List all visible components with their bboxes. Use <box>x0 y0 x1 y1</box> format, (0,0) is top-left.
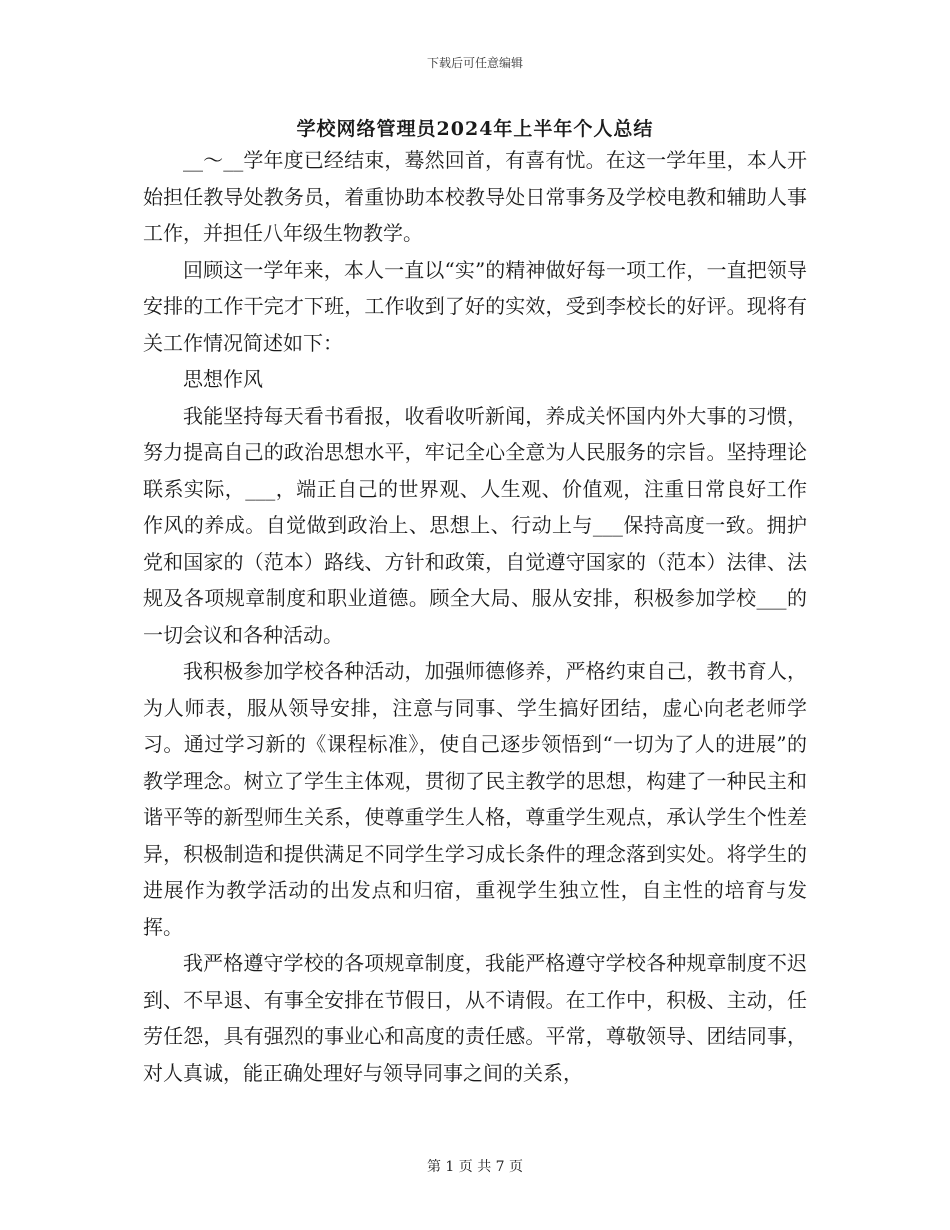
paragraph: 我严格遵守学校的各项规章制度，我能严格遵守学校各种规章制度不迟到、不早退、有事全安排在节假日，从不请假。在工作中，积极、主动，任劳任怨，具有强烈的事业心和高度的责任感。平常，尊敬领导、团结同事，对人真诚，能正确处理好与领导同事之间的关系， <box>143 951 807 1085</box>
page-footer: 第 1 页 共 7 页 <box>426 1159 524 1175</box>
paragraph: __～__学年度已经结束，蓦然回首，有喜有忧。在这一学年里，本人开始担任教导处教务员，着重协助本校教导处日常事务及学校电教和辅助人事工作，并担任八年级生物教学。 <box>143 148 807 245</box>
section-heading: 思想作风 <box>183 367 263 391</box>
paragraph: 回顾这一学年来，本人一直以“实”的精神做好每一项工作，一直把领导安排的工作干完才下班，工作收到了好的实效，受到李校长的好评。现将有关工作情况简述如下： <box>143 257 807 355</box>
paragraph: 我积极参加学校各种活动，加强师德修养，严格约束自己，教书育人，为人师表，服从领导安排，注意与同事、学生搞好团结，虚心向老老师学习。通过学习新的《课程标准》，使自己逐步领悟到“一切为了人的进展”的教学理念。树立了学生主体观，贯彻了民主教学的思想，构建了一种民主和谐平等的新型师生关系，使尊重学生人格，尊重学生观点，承认学生个性差异，积极制造和提供满足不同学生学习成长条件的理念落到实处。将学生的进展作为教学活动的出发点和归宿，重视学生独立性，自主性的培育与发挥。 <box>143 659 807 939</box>
header-note: 下载后可任意编辑 <box>426 56 523 70</box>
document-title: 学校网络管理员2024年上半年个人总结 <box>296 118 654 140</box>
document-body <box>143 142 807 1091</box>
paragraph: 我能坚持每天看书看报，收看收听新闻，养成关怀国内外大事的习惯，努力提高自己的政治思想水平，牢记全心全意为人民服务的宗旨。坚持理论联系实际，___，端正自己的世界观、人生观、价值观，注重日常良好工作作风的养成。自觉做到政治上、思想上、行动上与___保持高度一致。拥护党和国家的（范本）路线、方针和政策，自觉遵守国家的（范本）法律、法规及各项规章制度和职业道德。顾全大局、服从安排，积极参加学校___的一切会议和各种活动。 <box>143 403 807 647</box>
